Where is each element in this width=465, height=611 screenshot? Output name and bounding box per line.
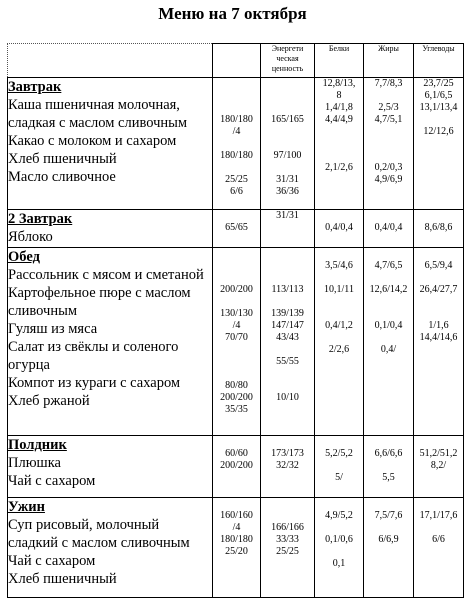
section-title: Обед: [8, 249, 40, 265]
carbs-value: [414, 522, 463, 534]
dish-name: Плюшка: [8, 455, 61, 471]
energy-value: [261, 162, 314, 174]
protein-cell: [315, 78, 364, 210]
fat-value: 12,6/14,2: [369, 284, 408, 295]
weight-value: 60/60: [225, 448, 248, 459]
carbs-value: [414, 114, 463, 126]
header-fat: Жиры: [364, 44, 414, 78]
energy-value: 31/31: [276, 174, 299, 185]
weight-value: /4: [232, 522, 241, 533]
weight-value: 80/80: [225, 380, 248, 391]
weight-value: [213, 356, 260, 368]
carbs-cell: [414, 78, 464, 210]
weight-value: 180/180: [220, 534, 253, 545]
protein-cell: [315, 498, 364, 598]
energy-value: [261, 272, 314, 284]
section-names-cell: [8, 248, 213, 436]
menu-body: [8, 78, 464, 598]
energy-cell: [261, 78, 315, 210]
protein-value: 4,4/4,9: [325, 114, 353, 125]
protein-value: [315, 150, 363, 162]
fat-value: [364, 126, 413, 138]
weight-value: [213, 138, 260, 150]
section-title: Полдник: [8, 437, 67, 453]
carbs-value: 8,6/8,6: [424, 222, 453, 233]
weight-value: [213, 296, 260, 308]
energy-cell: [261, 498, 315, 598]
protein-value: [315, 522, 363, 534]
section-row: [8, 78, 464, 210]
protein-value: 5/: [335, 472, 343, 483]
weight-value: 200/200: [220, 460, 253, 471]
section-row: [8, 436, 464, 498]
weight-value: 70/70: [225, 332, 248, 343]
protein-value: 3,5/4,6: [325, 260, 353, 271]
energy-value: [261, 102, 314, 114]
energy-value: [261, 498, 314, 510]
protein-value: 0,4/1,2: [325, 320, 353, 331]
carbs-value: [414, 210, 463, 222]
dish-name: Компот из кураги с сахаром: [8, 375, 181, 391]
dish-name: Какао с молоком и сахаром: [8, 133, 177, 149]
carbs-value: 12/12,6: [423, 126, 454, 137]
carbs-value: [414, 308, 463, 320]
protein-value: 2,1/2,6: [325, 162, 353, 173]
energy-value: [261, 90, 314, 102]
carbs-value: 6,5/9,4: [424, 260, 453, 271]
weight-value: [213, 368, 260, 380]
energy-value: [261, 248, 314, 260]
energy-value: 165/165: [271, 114, 304, 125]
carbs-value: 17,1/17,6: [419, 510, 458, 521]
protein-value: 10,1/11: [324, 284, 354, 295]
protein-cell: [315, 210, 364, 248]
carbs-cell: [414, 210, 464, 248]
weight-value: [213, 90, 260, 102]
protein-value: [315, 138, 363, 150]
dish-name: Рассольник с мясом и сметаной: [8, 267, 204, 283]
carbs-value: 13,1/13,4: [419, 102, 458, 113]
fat-value: [364, 210, 413, 222]
protein-value: [315, 210, 363, 222]
weight-value: 180/180: [220, 150, 253, 161]
protein-value: 0,1: [332, 558, 346, 569]
fat-value: 4,7/5,1: [374, 114, 403, 125]
weight-cell: [213, 210, 261, 248]
protein-value: 2/2,6: [328, 344, 350, 355]
protein-cell: [315, 248, 364, 436]
fat-value: [364, 522, 413, 534]
fat-value: 0,4/0,4: [374, 222, 403, 233]
protein-value: [315, 126, 363, 138]
weight-value: [213, 498, 260, 510]
carbs-value: [414, 436, 463, 448]
energy-value: [261, 380, 314, 392]
carbs-value: 8,2/: [430, 460, 447, 471]
section-names-cell: [8, 210, 213, 248]
section-row: [8, 498, 464, 598]
fat-value: [364, 150, 413, 162]
weight-cell: [213, 436, 261, 498]
protein-value: 5,2/5,2: [325, 448, 353, 459]
energy-value: [261, 510, 314, 522]
protein-value: 4,9/5,2: [325, 510, 353, 521]
fat-value: [364, 272, 413, 284]
fat-value: 5,5: [382, 472, 395, 483]
weight-value: [213, 78, 260, 90]
fat-value: 4,7/6,5: [374, 260, 403, 271]
dish-name: Хлеб ржаной: [8, 393, 90, 409]
fat-value: 0,2/0,3: [374, 162, 403, 173]
energy-value: 166/166: [271, 522, 304, 533]
energy-value: 25/25: [276, 546, 299, 557]
carbs-value: 51,2/51,2: [419, 448, 458, 459]
weight-value: [213, 210, 260, 222]
protein-value: 12,8/13,: [322, 78, 356, 89]
dish-name: Хлеб пшеничный: [8, 571, 117, 587]
dish-name: Каша пшеничная молочная, сладкая с маслом сливочным: [8, 97, 188, 131]
carbs-value: [414, 272, 463, 284]
carbs-value: [414, 296, 463, 308]
fat-value: [364, 248, 413, 260]
weight-value: 25/25: [225, 174, 248, 185]
fat-value: 7,7/8,3: [374, 78, 403, 89]
energy-value: 31/31: [276, 210, 299, 221]
weight-cell: [213, 78, 261, 210]
protein-value: 8: [336, 90, 342, 101]
energy-value: 10/10: [276, 392, 299, 403]
section-names-cell: [8, 498, 213, 598]
dish-name: Чай с сахаром: [8, 473, 96, 489]
dish-name: Салат из свёклы и соленого огурца: [8, 339, 179, 373]
section-row: [8, 248, 464, 436]
page-title: Меню на 7 октября: [158, 4, 307, 23]
energy-value: 113/113: [271, 284, 304, 295]
table-header-row: [8, 44, 464, 78]
dish-name: Яблоко: [8, 229, 53, 245]
weight-value: [213, 102, 260, 114]
protein-value: 1,4/1,8: [325, 102, 353, 113]
protein-value: [315, 460, 363, 472]
section-title: Завтрак: [8, 79, 62, 95]
protein-value: 0,1/0,6: [325, 534, 353, 545]
carbs-cell: [414, 436, 464, 498]
dish-name: Картофельное пюре с маслом сливочным: [8, 285, 191, 319]
weight-cell: [213, 248, 261, 436]
weight-value: [213, 248, 260, 260]
energy-value: [261, 296, 314, 308]
energy-value: [261, 126, 314, 138]
section-row: [8, 210, 464, 248]
energy-value: [261, 78, 314, 90]
dish-name: Чай с сахаром: [8, 553, 96, 569]
header-weight: [213, 44, 261, 78]
weight-value: [213, 344, 260, 356]
weight-value: [213, 162, 260, 174]
fat-cell: [364, 436, 414, 498]
energy-value: 36/36: [276, 186, 299, 197]
dish-name: Гуляш из мяса: [8, 321, 98, 337]
menu-table: [7, 43, 464, 598]
fat-value: [364, 460, 413, 472]
carbs-value: 1/1,6: [428, 320, 449, 331]
weight-value: [213, 436, 260, 448]
weight-value: 200/200: [220, 392, 253, 403]
fat-cell: [364, 498, 414, 598]
fat-value: [364, 498, 413, 510]
energy-cell: [261, 436, 315, 498]
section-names-cell: [8, 436, 213, 498]
section-names-cell: [8, 78, 213, 210]
section-title: Ужин: [8, 499, 45, 515]
fat-value: 2,5/3: [378, 102, 399, 113]
energy-value: 33/33: [276, 534, 299, 545]
weight-cell: [213, 498, 261, 598]
protein-value: [315, 498, 363, 510]
fat-cell: [364, 248, 414, 436]
fat-value: [364, 332, 413, 344]
fat-value: 6,6/6,6: [374, 448, 403, 459]
weight-value: [213, 272, 260, 284]
carbs-value: 26,4/27,7: [419, 284, 458, 295]
protein-value: [315, 546, 363, 558]
weight-value: 6/6: [230, 186, 243, 197]
energy-cell: [261, 248, 315, 436]
energy-value: 97/100: [273, 150, 302, 161]
energy-value: [261, 436, 314, 448]
fat-value: [364, 90, 413, 102]
protein-value: [315, 308, 363, 320]
protein-value: [315, 296, 363, 308]
weight-value: /4: [232, 320, 241, 331]
weight-value: 65/65: [225, 222, 248, 233]
fat-value: [364, 308, 413, 320]
section-title: 2 Завтрак: [8, 211, 73, 227]
weight-value: 35/35: [225, 404, 248, 415]
weight-value: [213, 260, 260, 272]
weight-value: 200/200: [220, 284, 253, 295]
protein-value: [315, 332, 363, 344]
energy-value: 43/43: [276, 332, 299, 343]
header-energy: Энергети ческая ценность: [261, 44, 315, 78]
protein-value: [315, 272, 363, 284]
dish-name: Хлеб пшеничный: [8, 151, 117, 167]
energy-value: [261, 368, 314, 380]
fat-value: 0,4/: [380, 344, 397, 355]
energy-value: 147/147: [271, 320, 304, 331]
carbs-value: 14,4/14,6: [419, 332, 458, 343]
dish-name: Масло сливочное: [8, 169, 116, 185]
carbs-cell: [414, 248, 464, 436]
protein-value: 0,4/0,4: [325, 222, 353, 233]
energy-value: 55/55: [276, 356, 299, 367]
energy-value: [261, 138, 314, 150]
fat-value: 7,5/7,6: [374, 510, 403, 521]
header-protein: Белки: [315, 44, 364, 78]
fat-value: [364, 138, 413, 150]
weight-value: 180/180: [220, 114, 253, 125]
energy-value: 139/139: [271, 308, 304, 319]
header-carbs: Углеводы: [414, 44, 464, 78]
protein-cell: [315, 436, 364, 498]
fat-value: [364, 296, 413, 308]
energy-value: 32/32: [276, 460, 299, 471]
carbs-value: [414, 498, 463, 510]
weight-value: 160/160: [220, 510, 253, 521]
carbs-value: 6/6: [432, 534, 445, 545]
carbs-value: [414, 248, 463, 260]
carbs-cell: [414, 498, 464, 598]
energy-cell: [261, 210, 315, 248]
fat-value: 6/6,9: [378, 534, 399, 545]
carbs-value: 23,7/25: [423, 78, 454, 89]
energy-value: 173/173: [271, 448, 304, 459]
carbs-value: 6,1/6,5: [424, 90, 453, 101]
protein-value: [315, 248, 363, 260]
protein-value: [315, 436, 363, 448]
weight-value: /4: [232, 126, 241, 137]
weight-value: 130/130: [220, 308, 253, 319]
dish-name: Суп рисовый, молочный сладкий с маслом сливочным: [8, 517, 190, 551]
fat-value: 4,9/6,9: [374, 174, 403, 185]
energy-value: [261, 260, 314, 272]
weight-value: 25/20: [225, 546, 248, 557]
energy-value: [261, 344, 314, 356]
fat-cell: [364, 210, 414, 248]
fat-value: 0,1/0,4: [374, 320, 403, 331]
fat-value: [364, 436, 413, 448]
header-name: [8, 44, 213, 78]
fat-cell: [364, 78, 414, 210]
